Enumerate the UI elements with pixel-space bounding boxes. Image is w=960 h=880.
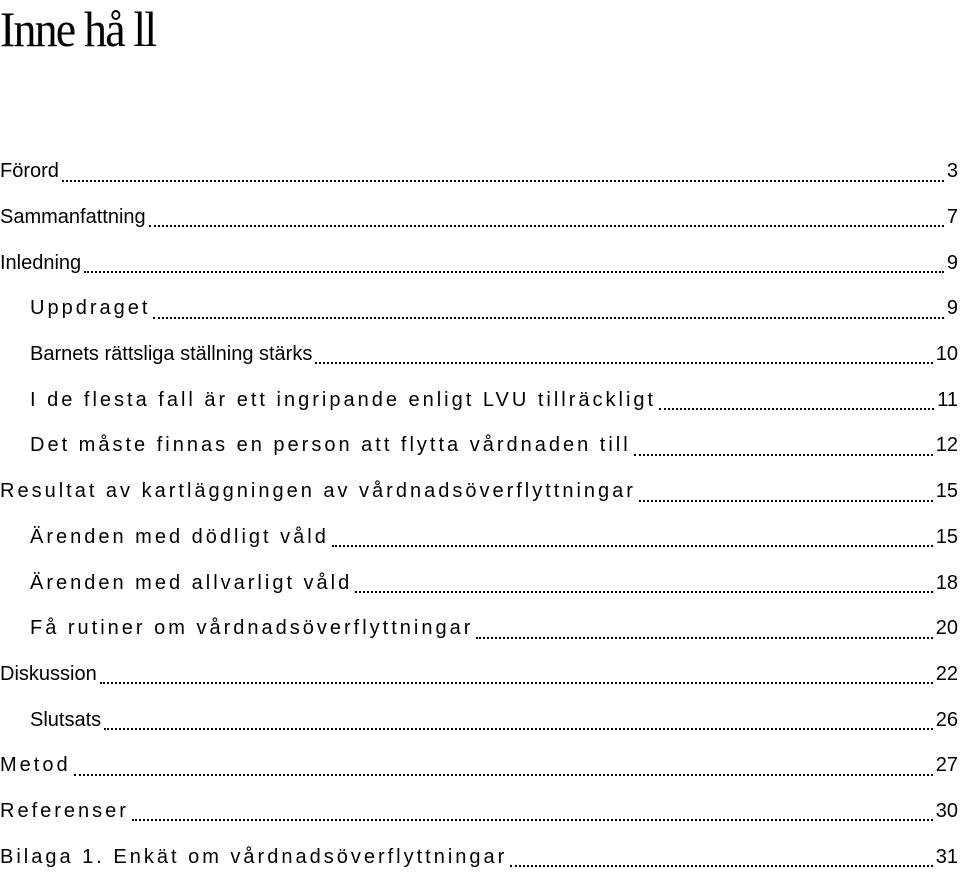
toc-page-number: 9 — [946, 251, 958, 274]
toc-entry-label: Ärenden med dödligt våld — [30, 525, 329, 548]
toc-dot-leader — [659, 407, 934, 410]
toc-page-number: 10 — [935, 343, 958, 366]
toc-page-number: 26 — [935, 708, 958, 731]
toc-entry[interactable] — [0, 332, 958, 378]
toc-page-number: 11 — [937, 388, 958, 411]
toc-dot-leader — [84, 270, 944, 273]
toc-entry[interactable] — [0, 149, 958, 195]
toc-entry-label: Barnets rättsliga ställning stärks — [30, 343, 313, 366]
toc-dot-leader — [132, 818, 933, 821]
toc-dot-leader — [332, 544, 933, 547]
toc-dot-leader — [639, 499, 933, 502]
toc-entry[interactable] — [0, 469, 958, 515]
toc-entry-label: Det måste finnas en person att flytta vårdnaden till — [30, 434, 631, 457]
toc-entry[interactable] — [0, 697, 958, 743]
toc-entry[interactable] — [0, 515, 958, 561]
toc-entry-label: Resultat av kartläggningen av vårdnadsöverflyttningar — [0, 480, 636, 503]
toc-page-number: 18 — [935, 571, 958, 594]
toc-entry-label: Inledning — [0, 251, 82, 274]
toc-entry-label: Sammanfattning — [0, 206, 146, 229]
table-of-contents — [0, 149, 958, 880]
toc-entry-label: Referenser — [0, 799, 129, 822]
toc-page-number: 12 — [935, 434, 958, 457]
toc-dot-leader — [100, 681, 933, 684]
toc-dot-leader — [634, 453, 933, 456]
toc-entry[interactable] — [0, 834, 958, 880]
toc-entry-label: Diskussion — [0, 662, 97, 685]
toc-page-number: 31 — [935, 845, 958, 868]
toc-dot-leader — [355, 590, 933, 593]
toc-entry-label: I de flesta fall är ett ingripande enligt LVU tillräckligt — [30, 388, 657, 411]
toc-page-number: 30 — [935, 799, 958, 822]
toc-entry-label: Få rutiner om vårdnadsöverflyttningar — [30, 617, 474, 640]
toc-entry-label: Metod — [0, 754, 71, 777]
toc-entry[interactable] — [0, 743, 958, 789]
toc-entry[interactable] — [0, 789, 958, 835]
toc-dot-leader — [62, 179, 944, 182]
toc-entry[interactable] — [0, 606, 958, 652]
page-title: Inne hå ll — [0, 1, 156, 57]
toc-dot-leader — [510, 864, 932, 867]
toc-page-number: 9 — [946, 297, 958, 320]
toc-page-number: 15 — [935, 480, 958, 503]
toc-dot-leader — [315, 361, 932, 364]
toc-page-number: 3 — [946, 160, 958, 183]
toc-entry-label: Ärenden med allvarligt våld — [30, 571, 353, 594]
toc-dot-leader — [104, 727, 933, 730]
toc-entry-label: Förord — [0, 160, 59, 183]
toc-page-number: 20 — [935, 617, 958, 640]
toc-dot-leader — [153, 316, 943, 319]
toc-entry-label: Uppdraget — [30, 297, 151, 320]
toc-entry[interactable] — [0, 377, 958, 423]
toc-dot-leader — [476, 636, 932, 639]
toc-entry[interactable] — [0, 240, 958, 286]
toc-entry[interactable] — [0, 286, 958, 332]
toc-entry[interactable] — [0, 423, 958, 469]
toc-entry-label: Slutsats — [30, 708, 102, 731]
toc-dot-leader — [74, 773, 933, 776]
toc-dot-leader — [149, 224, 944, 227]
toc-page-number: 7 — [946, 206, 958, 229]
toc-entry-label: Bilaga 1. Enkät om vårdnadsöverflyttningar — [0, 845, 508, 868]
toc-page-number: 15 — [935, 525, 958, 548]
toc-entry[interactable] — [0, 652, 958, 698]
toc-entry[interactable] — [0, 560, 958, 606]
toc-page-number: 22 — [935, 662, 958, 685]
toc-entry[interactable] — [0, 195, 958, 241]
toc-page-number: 27 — [935, 754, 958, 777]
